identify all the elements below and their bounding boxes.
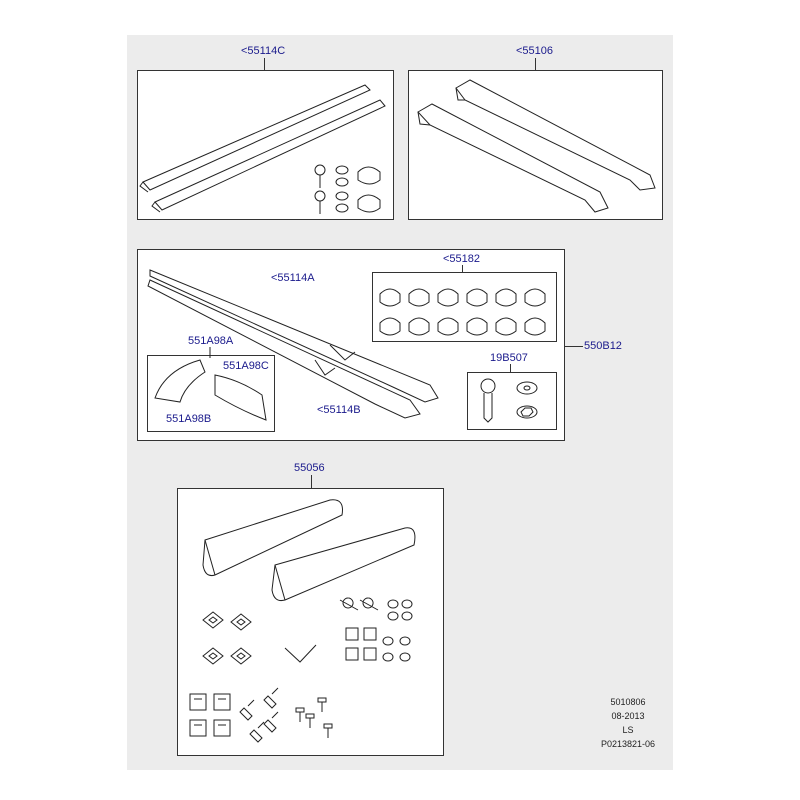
rubber-pad-icon <box>203 648 223 664</box>
callout-550B12: 550B12 <box>584 340 622 352</box>
bolt-icon <box>240 700 254 720</box>
key-icon <box>340 598 378 610</box>
spacer-icon <box>346 628 358 640</box>
cap-icon <box>402 612 412 620</box>
rubber-pad-icon <box>231 614 251 630</box>
callout-55114C: <55114C <box>241 45 286 57</box>
spacer-icon <box>364 628 376 640</box>
callout-551A98B: 551A98B <box>166 413 212 425</box>
screw-icon <box>296 708 304 722</box>
drawing-number: 5010806 <box>610 697 646 707</box>
drawing-date: 08-2013 <box>611 711 645 721</box>
bolt-icon <box>264 688 278 708</box>
rubber-pad-icon <box>231 648 251 664</box>
callout-55114B: <55114B <box>317 404 361 416</box>
reference-code: P0213821-06 <box>600 739 656 749</box>
spacer-icon <box>346 648 358 660</box>
callout-551A98C: 551A98C <box>223 360 269 372</box>
screw-icon <box>324 724 332 738</box>
cap-icon <box>388 600 398 608</box>
cap-icon <box>400 653 410 661</box>
callout-55182: <55182 <box>443 253 481 265</box>
callout-55114A: <55114A <box>271 272 315 284</box>
allen-key-icon <box>285 645 316 662</box>
clamp-icon <box>190 694 206 710</box>
callout-19B507: 19B507 <box>490 352 528 364</box>
cap-icon <box>383 637 393 645</box>
callout-55056: 55056 <box>294 462 325 474</box>
clamp-icon <box>190 720 206 736</box>
carrier-bar-upper <box>203 500 343 576</box>
clamp-icon <box>214 720 230 736</box>
cap-icon <box>400 637 410 645</box>
clamp-icon <box>214 694 230 710</box>
callout-551A98A: 551A98A <box>188 335 234 347</box>
screw-icon <box>318 698 326 712</box>
spacer-icon <box>364 648 376 660</box>
bolt-icon <box>264 712 278 732</box>
model-code: LS <box>622 725 634 735</box>
callout-55106: <55106 <box>516 45 554 57</box>
cap-icon <box>383 653 393 661</box>
rubber-pad-icon <box>203 612 223 628</box>
bolt-icon <box>250 722 264 742</box>
carrier-bar-lower <box>272 528 415 601</box>
cap-icon <box>402 600 412 608</box>
cap-icon <box>388 612 398 620</box>
screw-icon <box>306 714 314 728</box>
